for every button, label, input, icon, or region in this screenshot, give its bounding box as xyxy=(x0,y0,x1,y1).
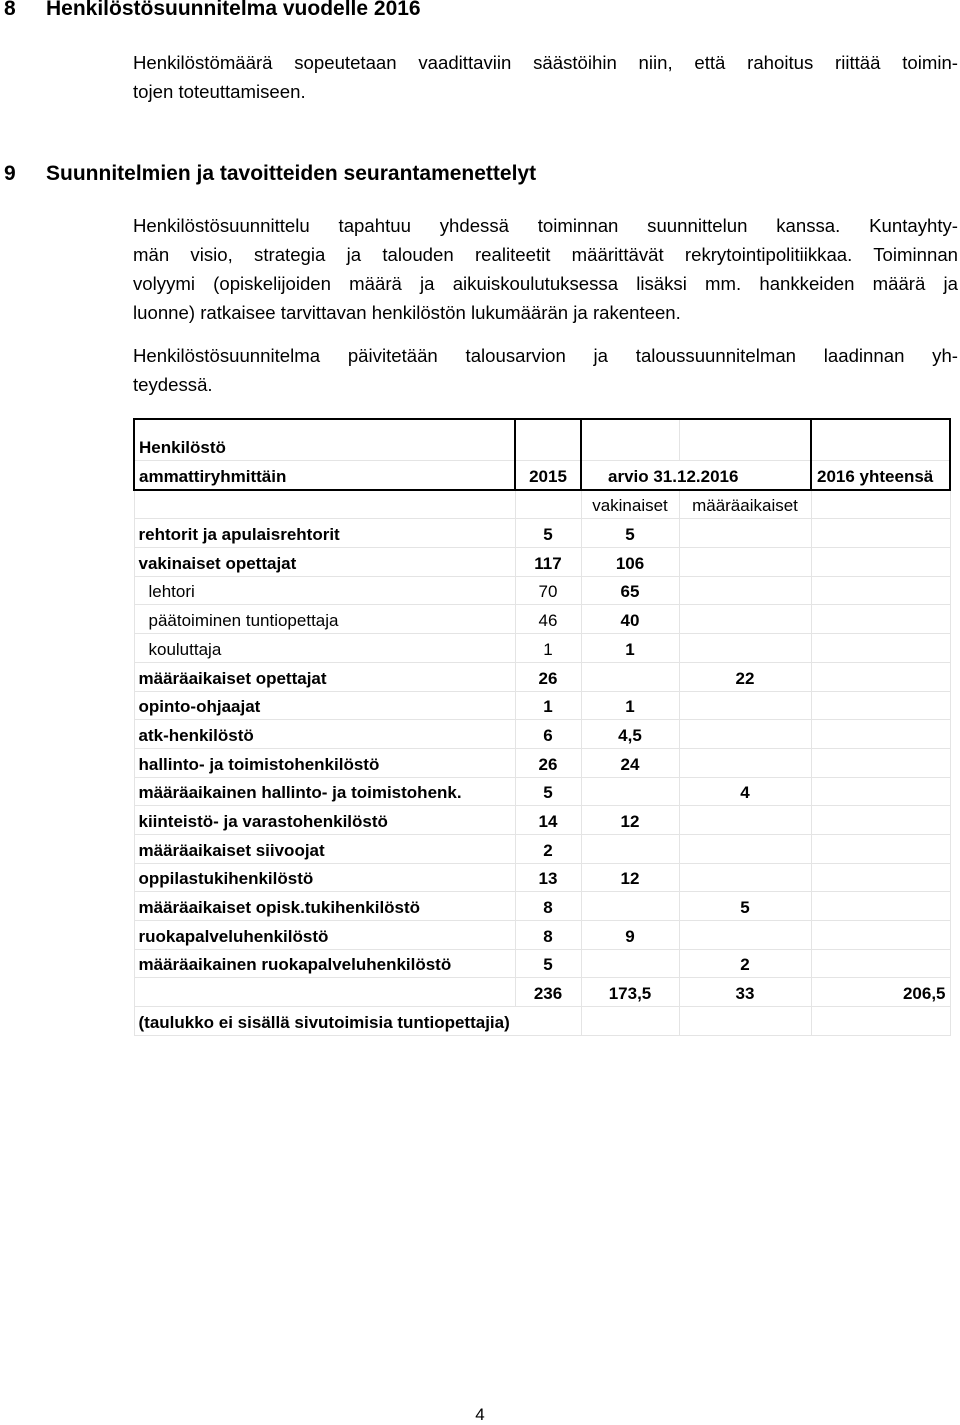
cell-vakinaiset: 24 xyxy=(581,748,679,777)
table-cell xyxy=(134,490,515,519)
cell-maaraaikaiset xyxy=(679,921,811,950)
cell-grand-total: 206,5 xyxy=(811,978,950,1007)
header-2015: 2015 xyxy=(515,461,581,490)
table-cell xyxy=(811,1007,950,1036)
table-row xyxy=(134,720,950,749)
section-8-heading xyxy=(0,0,421,21)
cell-total xyxy=(811,576,950,605)
cell-2015: 26 xyxy=(515,662,581,691)
cell-2015-total: 236 xyxy=(515,978,581,1007)
cell-total xyxy=(811,892,950,921)
table-cell xyxy=(679,1007,811,1036)
cell-vakinaiset: 4,5 xyxy=(581,720,679,749)
cell-total xyxy=(811,748,950,777)
cell-2015: 5 xyxy=(515,777,581,806)
row-label: kouluttaja xyxy=(134,634,515,663)
paragraph-line: luonne) ratkaisee tarvittavan henkilöstön lukumäärän ja rakenteen. xyxy=(133,302,681,323)
cell-total xyxy=(811,634,950,663)
cell-vakinaiset xyxy=(581,777,679,806)
cell-vakinaiset: 65 xyxy=(581,576,679,605)
cell-vakinaiset xyxy=(581,949,679,978)
table-row xyxy=(134,576,950,605)
cell-maaraaikaiset: 22 xyxy=(679,662,811,691)
cell-maaraaikaiset-total: 33 xyxy=(679,978,811,1007)
cell-maaraaikaiset xyxy=(679,576,811,605)
header-cell-empty xyxy=(581,419,679,461)
header-cell-empty xyxy=(515,419,581,461)
cell-total xyxy=(811,834,950,863)
row-label: rehtorit ja apulaisrehtorit xyxy=(134,519,515,548)
section-8-paragraph xyxy=(133,48,958,106)
cell-total xyxy=(811,519,950,548)
section-9-paragraph-1 xyxy=(133,211,958,327)
cell-vakinaiset: 12 xyxy=(581,806,679,835)
table-row xyxy=(134,834,950,863)
paragraph-line: Henkilöstösuunnittelu tapahtuu yhdessä toiminnan suunnittelun kanssa. Kuntayhty- xyxy=(133,215,958,236)
staff-table-container xyxy=(133,418,951,1036)
paragraph-line: teydessä. xyxy=(133,374,213,395)
section-title: Suunnitelmien ja tavoitteiden seurantamenettelyt xyxy=(46,162,537,185)
header-cell-empty xyxy=(811,419,950,461)
row-label: määräaikaiset opisk.tukihenkilöstö xyxy=(134,892,515,921)
cell-maaraaikaiset: 5 xyxy=(679,892,811,921)
table-row xyxy=(134,777,950,806)
cell-2015: 13 xyxy=(515,863,581,892)
cell-total xyxy=(811,921,950,950)
header-label-line1: Henkilöstö xyxy=(134,419,515,461)
cell-2015: 46 xyxy=(515,605,581,634)
table-footnote: (taulukko ei sisällä sivutoimisia tuntiopettajia) xyxy=(134,1007,581,1036)
table-row xyxy=(134,748,950,777)
row-label: vakinaiset opettajat xyxy=(134,548,515,577)
paragraph-line: tojen toteuttamiseen. xyxy=(133,81,306,102)
cell-vakinaiset: 40 xyxy=(581,605,679,634)
row-label: atk-henkilöstö xyxy=(134,720,515,749)
table-row xyxy=(134,949,950,978)
table-row xyxy=(134,921,950,950)
table-row xyxy=(134,662,950,691)
cell-maaraaikaiset xyxy=(679,748,811,777)
cell-vakinaiset-total: 173,5 xyxy=(581,978,679,1007)
paragraph-line: volyymi (opiskelijoiden määrä ja aikuiskoulutuksessa lisäksi mm. hankkeiden määrä ja xyxy=(133,273,958,294)
row-label: määräaikaiset opettajat xyxy=(134,662,515,691)
subheader-vakinaiset: vakinaiset xyxy=(581,490,679,519)
table-row xyxy=(134,634,950,663)
subheader-maaraaikaiset: määräaikaiset xyxy=(679,490,811,519)
cell-maaraaikaiset xyxy=(679,720,811,749)
cell-total xyxy=(811,806,950,835)
table-row xyxy=(134,519,950,548)
header-total: 2016 yhteensä xyxy=(811,461,950,490)
cell-vakinaiset: 5 xyxy=(581,519,679,548)
cell-2015: 6 xyxy=(515,720,581,749)
cell-2015: 14 xyxy=(515,806,581,835)
header-row xyxy=(134,461,950,490)
cell-maaraaikaiset xyxy=(679,605,811,634)
subheader-row xyxy=(134,490,950,519)
row-label: määräaikaiset siivoojat xyxy=(134,834,515,863)
cell-2015: 26 xyxy=(515,748,581,777)
row-label: hallinto- ja toimistohenkilöstö xyxy=(134,748,515,777)
paragraph-line: Henkilöstömäärä sopeutetaan vaadittaviin säästöihin niin, että rahoitus riittää toimin- xyxy=(133,52,958,73)
header-arvio: arvio 31.12.2016 xyxy=(581,461,811,490)
row-label xyxy=(134,978,515,1007)
row-label: määräaikainen ruokapalveluhenkilöstö xyxy=(134,949,515,978)
section-number: 8 xyxy=(4,0,16,20)
cell-vakinaiset: 106 xyxy=(581,548,679,577)
table-row xyxy=(134,806,950,835)
cell-maaraaikaiset xyxy=(679,519,811,548)
totals-row xyxy=(134,978,950,1007)
cell-maaraaikaiset xyxy=(679,548,811,577)
table-row xyxy=(134,892,950,921)
cell-total xyxy=(811,691,950,720)
cell-vakinaiset: 1 xyxy=(581,691,679,720)
cell-vakinaiset: 12 xyxy=(581,863,679,892)
cell-vakinaiset xyxy=(581,892,679,921)
cell-2015: 117 xyxy=(515,548,581,577)
cell-vakinaiset xyxy=(581,662,679,691)
paragraph-line: Henkilöstösuunnitelma päivitetään talousarvion ja taloussuunnitelman laadinnan yh- xyxy=(133,345,958,366)
cell-2015: 1 xyxy=(515,634,581,663)
row-label: kiinteistö- ja varastohenkilöstö xyxy=(134,806,515,835)
cell-vakinaiset xyxy=(581,834,679,863)
section-number: 9 xyxy=(4,162,16,185)
cell-2015: 8 xyxy=(515,892,581,921)
cell-total xyxy=(811,863,950,892)
cell-maaraaikaiset xyxy=(679,863,811,892)
staff-table xyxy=(133,418,951,1036)
header-label-line2: ammattiryhmittäin xyxy=(134,461,515,490)
row-label: lehtori xyxy=(134,576,515,605)
cell-maaraaikaiset xyxy=(679,634,811,663)
row-label: päätoiminen tuntiopettaja xyxy=(134,605,515,634)
cell-maaraaikaiset xyxy=(679,834,811,863)
table-cell xyxy=(811,490,950,519)
row-label: ruokapalveluhenkilöstö xyxy=(134,921,515,950)
cell-2015: 1 xyxy=(515,691,581,720)
cell-vakinaiset: 1 xyxy=(581,634,679,663)
row-label: määräaikainen hallinto- ja toimistohenk. xyxy=(134,777,515,806)
paragraph-line: män visio, strategia ja talouden realiteetit määrittävät rekrytointipolitiikkaa. Toiminnan xyxy=(133,244,958,265)
cell-vakinaiset: 9 xyxy=(581,921,679,950)
cell-total xyxy=(811,605,950,634)
table-row xyxy=(134,605,950,634)
cell-2015: 5 xyxy=(515,949,581,978)
table-row xyxy=(134,548,950,577)
table-row xyxy=(134,863,950,892)
section-9-heading xyxy=(0,162,536,186)
header-cell-empty xyxy=(679,419,811,461)
cell-maaraaikaiset: 4 xyxy=(679,777,811,806)
cell-maaraaikaiset xyxy=(679,691,811,720)
table-row xyxy=(134,691,950,720)
cell-2015: 2 xyxy=(515,834,581,863)
cell-2015: 5 xyxy=(515,519,581,548)
cell-total xyxy=(811,949,950,978)
section-title: Henkilöstösuunnitelma vuodelle 2016 xyxy=(46,0,421,20)
cell-2015: 70 xyxy=(515,576,581,605)
cell-total xyxy=(811,548,950,577)
cell-maaraaikaiset xyxy=(679,806,811,835)
row-label: opinto-ohjaajat xyxy=(134,691,515,720)
cell-total xyxy=(811,777,950,806)
cell-maaraaikaiset: 2 xyxy=(679,949,811,978)
footnote-row xyxy=(134,1007,950,1036)
table-cell xyxy=(581,1007,679,1036)
table-cell xyxy=(515,490,581,519)
row-label: oppilastukihenkilöstö xyxy=(134,863,515,892)
cell-2015: 8 xyxy=(515,921,581,950)
page-number: 4 xyxy=(475,1405,485,1424)
cell-total xyxy=(811,720,950,749)
section-9-paragraph-2 xyxy=(133,341,958,399)
cell-total xyxy=(811,662,950,691)
header-row xyxy=(134,419,950,461)
